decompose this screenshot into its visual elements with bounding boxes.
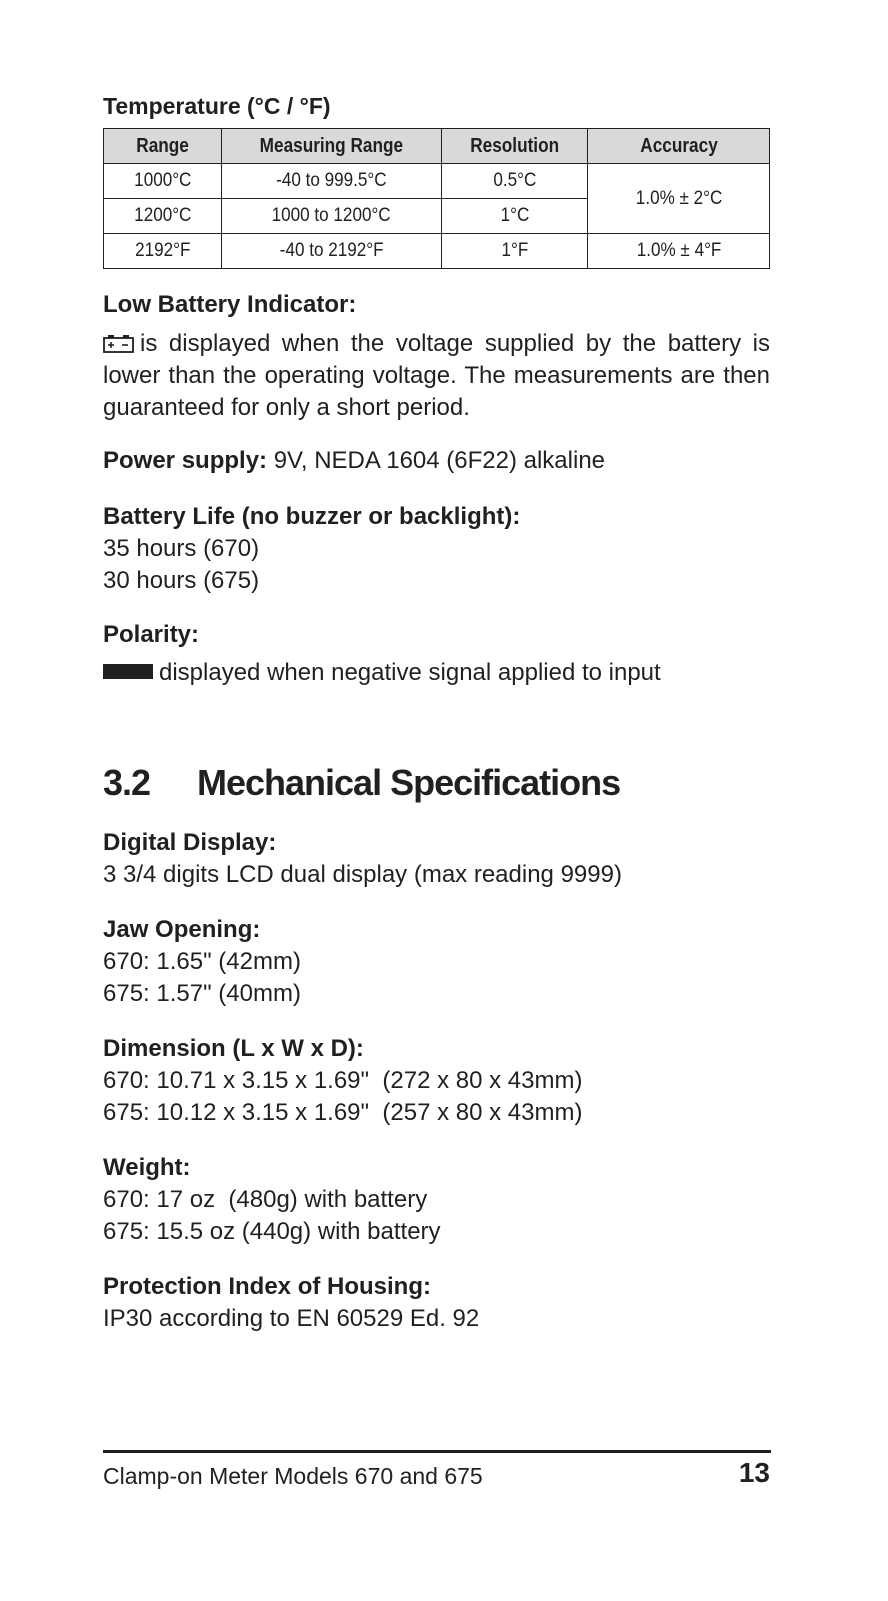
jaw-opening-section (103, 914, 770, 1010)
cell-accuracy-celsius: 1.0% ± 2°C (588, 164, 770, 234)
dimension-label: Dimension (L x W x D): (103, 1035, 364, 1062)
negative-sign-bar-icon (103, 664, 153, 679)
section-heading (103, 762, 620, 804)
battery-icon (103, 335, 134, 353)
cell-range: 1200°C (104, 199, 222, 234)
power-supply-value: 9V, NEDA 1604 (6F22) alkaline (273, 447, 606, 474)
dimension-line: 670: 10.71 x 3.15 x 1.69" (272 x 80 x 43mm) (103, 1067, 583, 1094)
weight-label: Weight: (103, 1154, 191, 1181)
low-battery-section (103, 289, 770, 424)
header-measuring-range: Measuring Range (221, 129, 442, 164)
jaw-opening-line: 670: 1.65" (42mm) (103, 948, 301, 975)
header-resolution: Resolution (442, 129, 588, 164)
dimension-line: 675: 10.12 x 3.15 x 1.69" (257 x 80 x 43mm) (103, 1099, 583, 1126)
dimension-section (103, 1033, 770, 1129)
header-accuracy: Accuracy (588, 129, 770, 164)
section-number: 3.2 (103, 762, 151, 803)
cell-resolution: 1°F (442, 234, 588, 269)
low-battery-text-block (103, 328, 770, 424)
temperature-heading: Temperature (°C / °F) (103, 93, 331, 119)
power-supply-label: Power supply: (103, 447, 268, 474)
section-title: Mechanical Specifications (197, 762, 621, 803)
cell-resolution: 1°C (442, 199, 588, 234)
digital-display-section (103, 827, 770, 891)
footer-divider (103, 1450, 771, 1453)
cell-resolution: 0.5°C (442, 164, 588, 199)
digital-display-value: 3 3/4 digits LCD dual display (max reading 9999) (103, 861, 622, 888)
jaw-opening-label: Jaw Opening: (103, 916, 261, 943)
header-range: Range (104, 129, 222, 164)
cell-measuring-range: -40 to 999.5°C (221, 164, 442, 199)
low-battery-description: is displayed when the voltage supplied by the battery is lower than the operating voltage. The measurements are then guaranteed for only a short period. (103, 330, 770, 421)
power-supply-line (103, 445, 770, 477)
digital-display-label: Digital Display: (103, 829, 277, 856)
battery-life-line: 30 hours (675) (103, 567, 260, 594)
protection-section (103, 1271, 770, 1335)
cell-accuracy-fahrenheit: 1.0% ± 4°F (588, 234, 770, 269)
battery-life-section (103, 501, 770, 597)
low-battery-label: Low Battery Indicator: (103, 291, 357, 318)
table-row (104, 234, 770, 269)
cell-measuring-range: 1000 to 1200°C (221, 199, 442, 234)
cell-range: 1000°C (104, 164, 222, 199)
weight-line: 670: 17 oz (480g) with battery (103, 1186, 428, 1213)
polarity-section (103, 619, 770, 689)
battery-life-label: Battery Life (no buzzer or backlight): (103, 503, 521, 530)
protection-label: Protection Index of Housing: (103, 1273, 431, 1300)
weight-line: 675: 15.5 oz (440g) with battery (103, 1218, 441, 1245)
weight-section (103, 1152, 770, 1248)
protection-value: IP30 according to EN 60529 Ed. 92 (103, 1305, 480, 1332)
polarity-label: Polarity: (103, 621, 200, 648)
cell-range: 2192°F (104, 234, 222, 269)
table-row (104, 164, 770, 199)
temperature-table (103, 128, 770, 269)
footer-title: Clamp-on Meter Models 670 and 675 (103, 1463, 483, 1489)
battery-life-line: 35 hours (670) (103, 535, 260, 562)
table-header-row (104, 129, 770, 164)
jaw-opening-line: 675: 1.57" (40mm) (103, 980, 301, 1007)
cell-measuring-range: -40 to 2192°F (221, 234, 442, 269)
polarity-description: displayed when negative signal applied to input (159, 659, 661, 686)
polarity-text-block (103, 657, 770, 689)
page-number: 13 (738, 1457, 770, 1488)
